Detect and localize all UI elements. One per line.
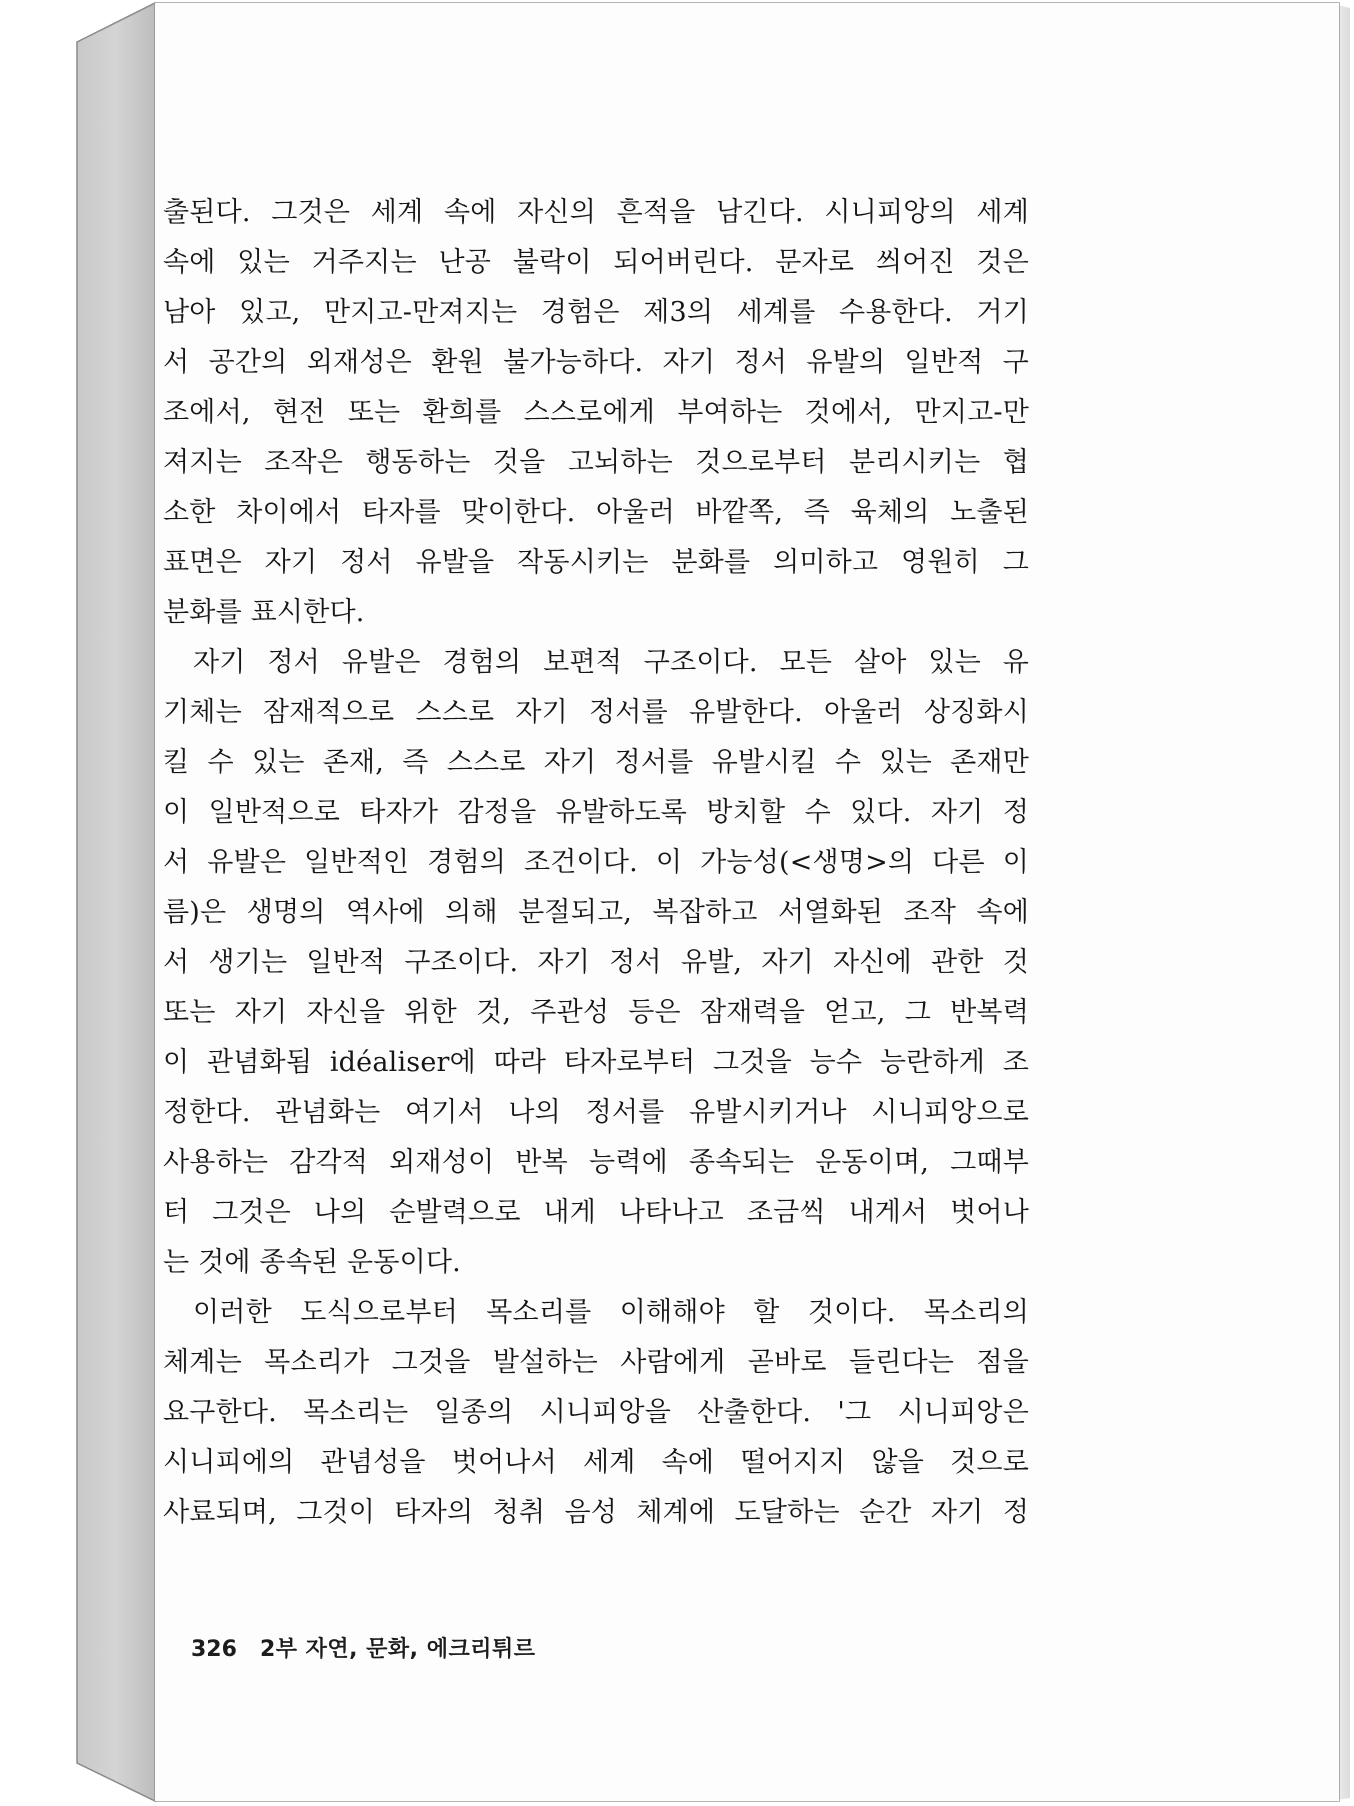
page-footer — [191, 1632, 535, 1663]
text-line: 는 것에 종속된 운동이다. — [163, 1247, 461, 1278]
text-line: 또는 자기 자신을 위한 것, 주관성 등은 잠재력을 얻고, 그 반복력 — [163, 997, 1029, 1028]
text-line: 름)은 생명의 역사에 의해 분절되고, 복잡하고 서열화된 조작 속에 — [163, 897, 1029, 928]
body-text — [163, 188, 1029, 1538]
text-line: 이 관념화됨 idéaliser에 따라 타자로부터 그것을 능수 능란하게 조 — [163, 1047, 1029, 1078]
text-line: 분화를 표시한다. — [163, 597, 365, 628]
page-number: 326 — [191, 1637, 237, 1662]
text-line: 조에서, 현전 또는 환희를 스스로에게 부여하는 것에서, 만지고-만 — [163, 397, 1029, 428]
text-line: 킬 수 있는 존재, 즉 스스로 자기 정서를 유발시킬 수 있는 존재만 — [163, 747, 1029, 778]
text-line: 출된다. 그것은 세계 속에 자신의 흔적을 남긴다. 시니피앙의 세계 — [163, 197, 1029, 228]
text-line: 서 생기는 일반적 구조이다. 자기 정서 유발, 자기 자신에 관한 것 — [163, 947, 1029, 978]
running-title: 2부 자연, 문화, 에크리튀르 — [259, 1637, 536, 1662]
text-line: 정한다. 관념화는 여기서 나의 정서를 유발시키거나 시니피앙으로 — [163, 1097, 1029, 1128]
paragraph-start-line: 자기 정서 유발은 경험의 보편적 구조이다. 모든 살아 있는 유 — [193, 647, 1029, 678]
text-line: 체계는 목소리가 그것을 발설하는 사람에게 곧바로 들린다는 점을 — [163, 1347, 1029, 1378]
text-line: 소한 차이에서 타자를 맞이한다. 아울러 바깥쪽, 즉 육체의 노출된 — [163, 497, 1029, 528]
text-line: 사료되며, 그것이 타자의 청취 음성 체계에 도달하는 순간 자기 정 — [163, 1497, 1029, 1528]
text-line: 남아 있고, 만지고-만져지는 경험은 제3의 세계를 수용한다. 거기 — [163, 297, 1029, 328]
text-line: 요구한다. 목소리는 일종의 시니피앙을 산출한다. '그 시니피앙은 — [163, 1397, 1029, 1428]
text-line: 속에 있는 거주지는 난공 불락이 되어버린다. 문자로 씌어진 것은 — [163, 247, 1029, 278]
text-line: 서 유발은 일반적인 경험의 조건이다. 이 가능성(<생명>의 다른 이 — [163, 847, 1029, 878]
text-line: 져지는 조작은 행동하는 것을 고뇌하는 것으로부터 분리시키는 협 — [163, 447, 1029, 478]
text-line: 터 그것은 나의 순발력으로 내게 나타나고 조금씩 내게서 벗어나 — [163, 1197, 1029, 1228]
text-line: 이 일반적으로 타자가 감정을 유발하도록 방치할 수 있다. 자기 정 — [163, 797, 1029, 828]
paragraph-start-line: 이러한 도식으로부터 목소리를 이해해야 할 것이다. 목소리의 — [193, 1297, 1029, 1328]
text-line: 표면은 자기 정서 유발을 작동시키는 분화를 의미하고 영원히 그 — [163, 547, 1029, 578]
text-line: 서 공간의 외재성은 환원 불가능하다. 자기 정서 유발의 일반적 구 — [163, 347, 1029, 378]
text-line: 시니피에의 관념성을 벗어나서 세계 속에 떨어지지 않을 것으로 — [163, 1447, 1029, 1478]
text-line: 기체는 잠재적으로 스스로 자기 정서를 유발한다. 아울러 상징화시 — [163, 697, 1029, 728]
text-line: 사용하는 감각적 외재성이 반복 능력에 종속되는 운동이며, 그때부 — [163, 1147, 1029, 1178]
